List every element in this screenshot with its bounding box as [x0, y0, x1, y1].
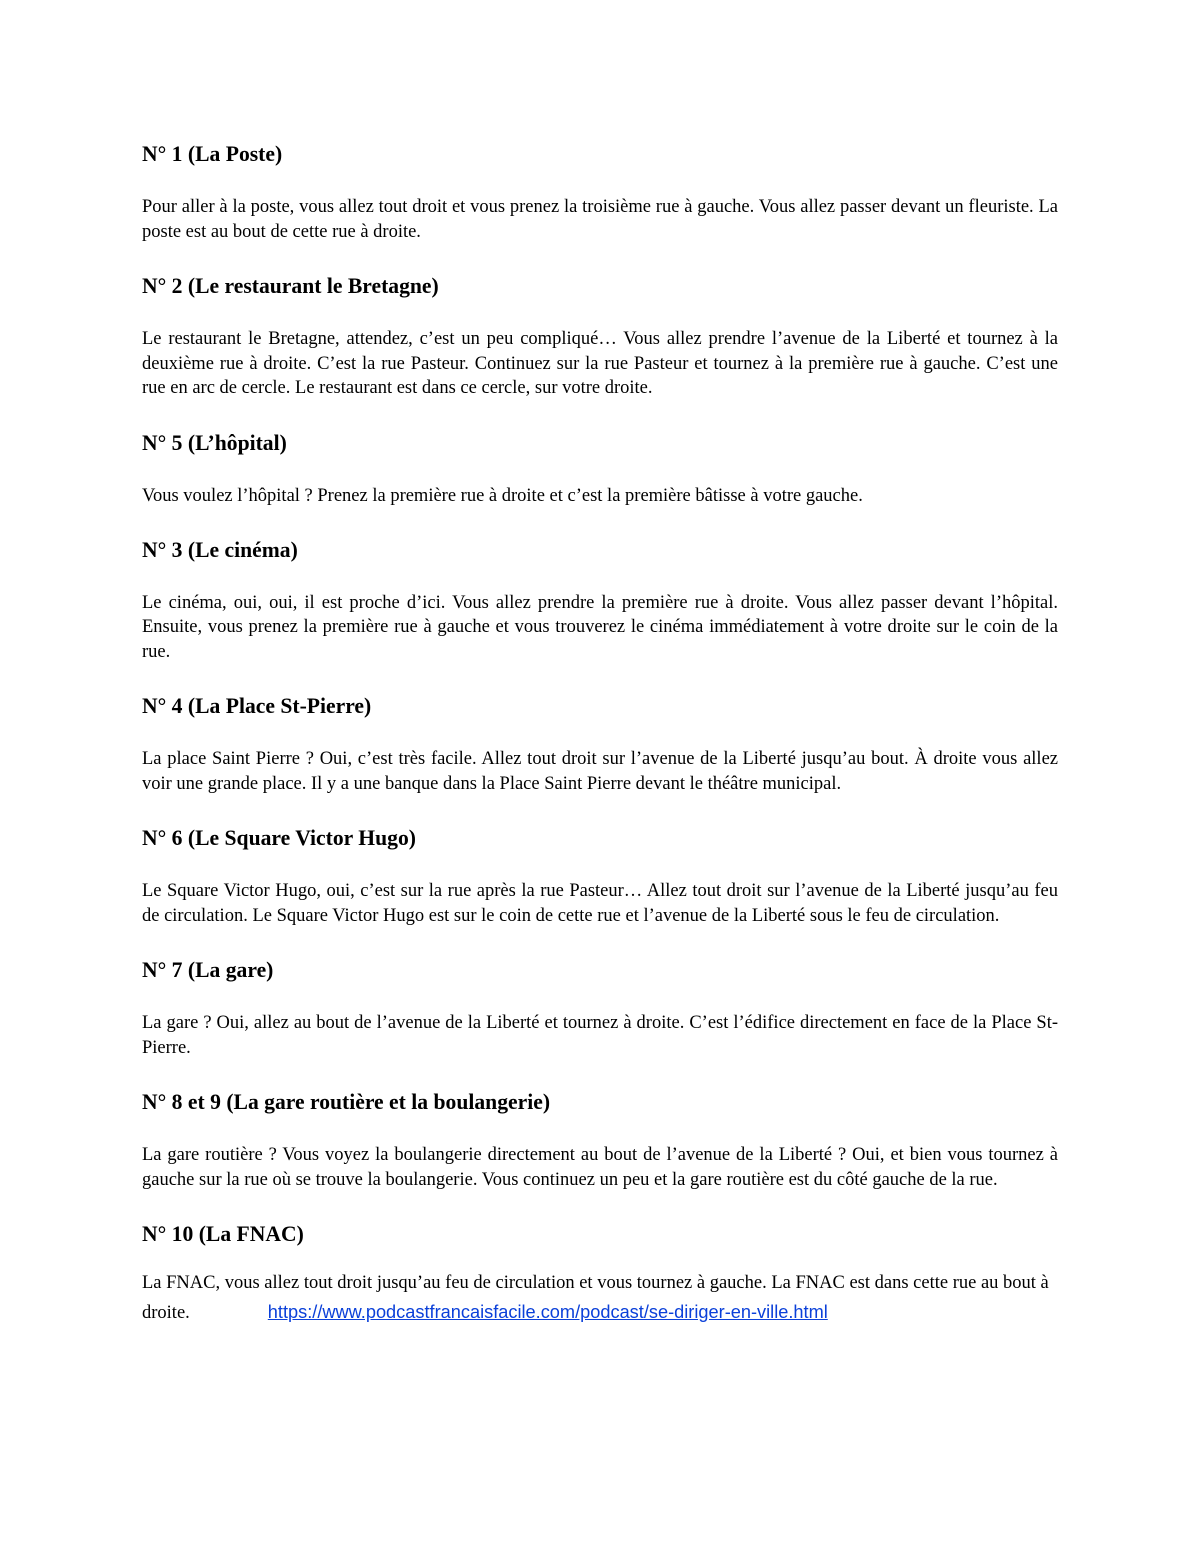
section-body-10-text: La FNAC, vous allez tout droit jusqu’au feu de circulation et vous tournez à gauche. La FNAC est dans cette rue au bout à droite.: [142, 1272, 1049, 1323]
section-body-8-9: La gare routière ? Vous voyez la boulangerie directement au bout de l’avenue de la Liberté ? Oui, et bien vous tournez à gauche sur la rue où se trouve la boulangerie. Vous continuez un peu et la gare routière est du côté gauche de la rue.: [142, 1145, 1058, 1190]
section-body-10: [142, 1269, 1058, 1328]
section-title-8-9: N° 8 et 9 (La gare routière et la boulangerie): [142, 1090, 551, 1115]
section-title-5: N° 5 (L’hôpital): [142, 430, 287, 455]
section-title-1: N° 1 (La Poste): [142, 142, 283, 166]
section-body-5: Vous voulez l’hôpital ? Prenez la première rue à droite et c’est la première bâtisse à votre gauche.: [142, 485, 863, 506]
section-body-7: La gare ? Oui, allez au bout de l’avenue de la Liberté et tournez à droite. C’est l’édifice directement en face de la Place St-Pierre.: [142, 1013, 1058, 1058]
section-body-3: Le cinéma, oui, oui, il est proche d’ici. Vous allez prendre la première rue à droite. Vous allez passer devant l’hôpital. Ensuite, vous prenez la première rue à gauche et vous trouverez le cinéma immédiatement à votre droite sur le coin de la rue.: [142, 592, 1058, 663]
section-title-3: N° 3 (Le cinéma): [142, 537, 298, 562]
section-body-2: Le restaurant le Bretagne, attendez, c’est un peu compliqué… Vous allez prendre l’avenue de la Liberté et tournez à la deuxième rue à droite. C’est la rue Pasteur. Continuez sur la rue Pasteur et tournez à la première rue à gauche. C’est une rue en arc de cercle. Le restaurant est dans ce cercle, sur votre droite.: [142, 328, 1058, 399]
section-body-4: La place Saint Pierre ? Oui, c’est très facile. Allez tout droit sur l’avenue de la Liberté jusqu’au bout. À droite vous allez voir une grande place. Il y a une banque dans la Place Saint Pierre devant le théâtre municipal.: [142, 749, 1058, 795]
section-title-2: N° 2 (Le restaurant le Bretagne): [142, 273, 439, 298]
section-body-6: Le Square Victor Hugo, oui, c’est sur la rue après la rue Pasteur… Allez tout droit sur l’avenue de la Liberté jusqu’au feu de circulation. Le Square Victor Hugo est sur le coin de cette rue et l’avenue de la Liberté sous le feu de circulation.: [142, 881, 1058, 926]
document-page: [142, 141, 1058, 1328]
section-title-10: N° 10 (La FNAC): [142, 1221, 304, 1246]
source-link[interactable]: https://www.podcastfrancaisfacile.com/podcast/se-diriger-en-ville.html: [267, 1301, 828, 1322]
section-title-6: N° 6 (Le Square Victor Hugo): [142, 826, 416, 851]
section-body-1: Pour aller à la poste, vous allez tout droit et vous prenez la troisième rue à gauche. Vous allez passer devant un fleuriste. La poste est au bout de cette rue à droite.: [142, 197, 1058, 242]
section-title-4: N° 4 (La Place St-Pierre): [142, 694, 372, 719]
section-title-7: N° 7 (La gare): [142, 958, 274, 983]
